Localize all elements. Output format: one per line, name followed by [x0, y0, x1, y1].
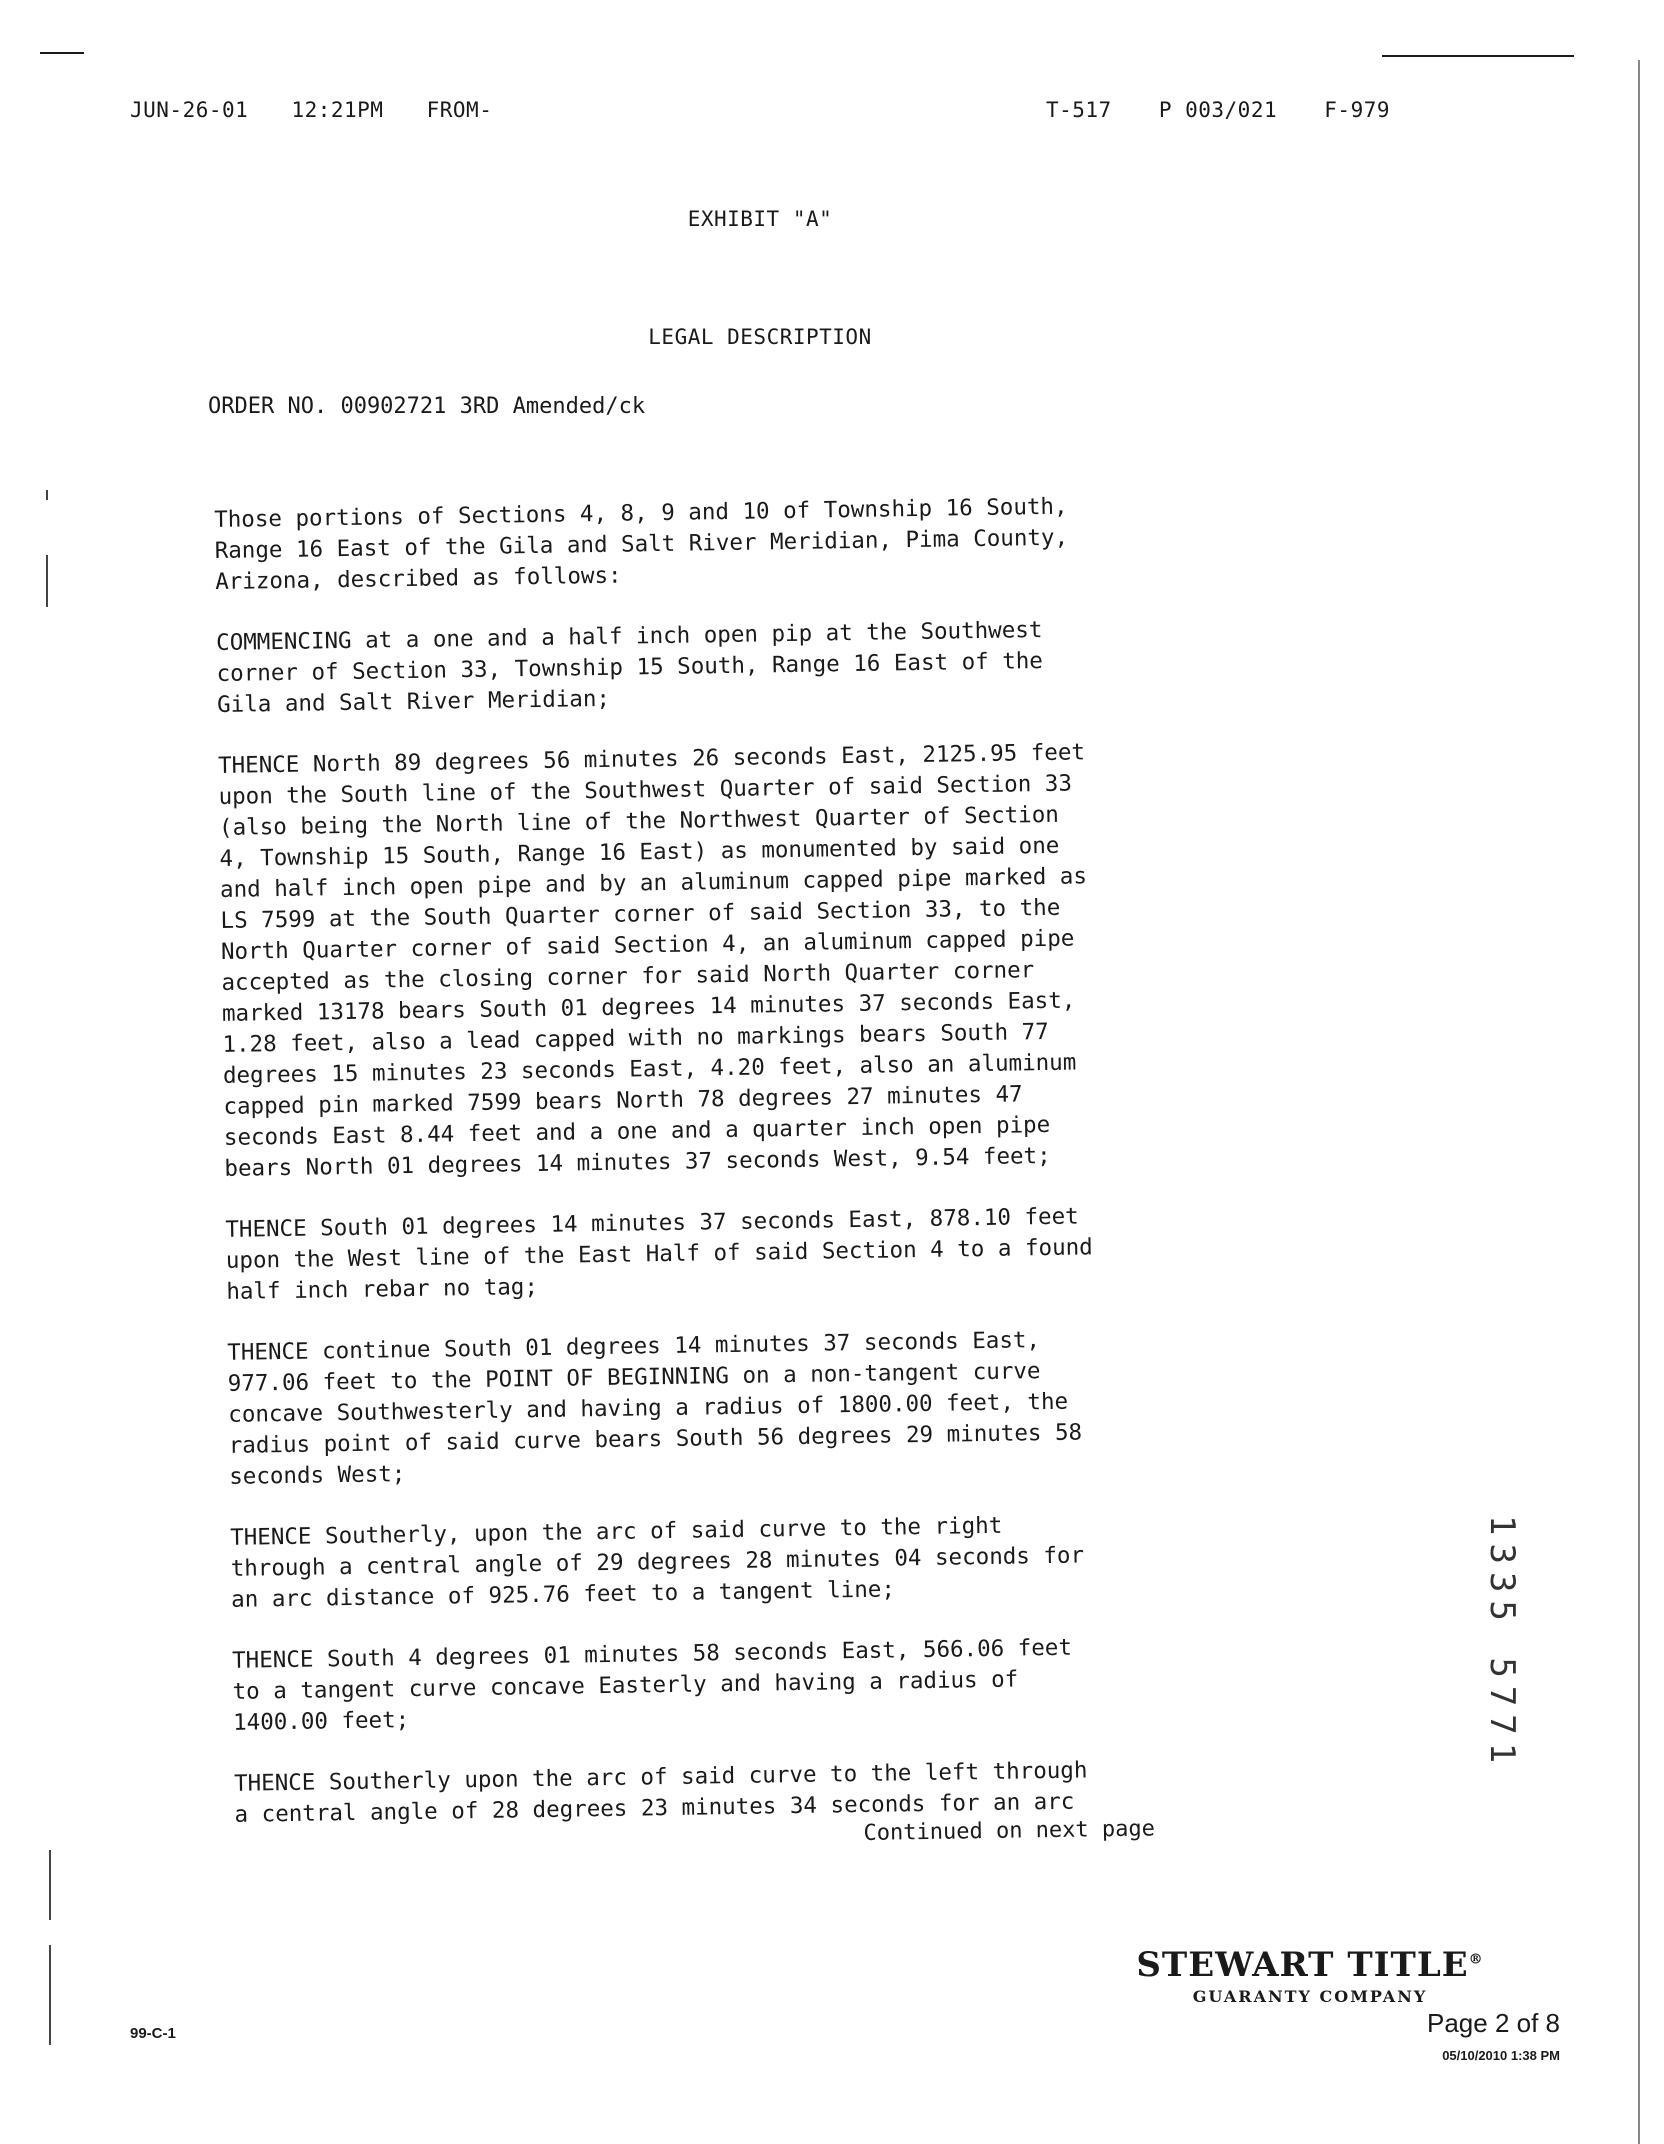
scan-mark-left-4: [46, 490, 48, 500]
fax-from: FROM-: [426, 98, 493, 122]
fax-page: P 003/021: [1158, 98, 1278, 122]
form-code: 99-C-1: [130, 2025, 176, 2042]
registered-mark: ®: [1468, 1951, 1484, 1968]
stewart-title-logo: [1110, 1945, 1510, 2006]
paragraph-course: THENCE South 01 degrees 14 minutes 37 seconds East, 878.10 feet upon the West line of the East Half of said Section 4 to a found half inch rebar no tag;: [225, 1203, 1093, 1305]
paragraph-course: THENCE Southerly upon the arc of said curve to the left through a central angle of 28 degrees 23 minutes 34 seconds for an arc: [233, 1757, 1088, 1828]
fax-form-id: F-979: [1324, 98, 1390, 122]
legal-description-body: [214, 490, 1195, 1846]
paragraph-course: THENCE North 89 degrees 56 minutes 26 seconds East, 2125.95 feet upon the South line of the Southwest Quarter of said Section 33 (also being the North line of the Northwest Quarter of Section 4, Township 15 South, Range 16 East) as monumented by said one and half inch open pipe and by an aluminum capped pipe marked as LS 7599 at the South Quarter corner of said Section 33, to the North Quarter corner of said Section 4, an aluminum capped pipe accepted as the closing corner for said North Quarter corner marked 13178 bears South 01 degrees 14 minutes 37 seconds East, 1.28 feet, also a lead capped with no markings bears South 77 degrees 15 minutes 23 seconds East, 4.20 feet, also an aluminum capped pin marked 7599 bears North 78 degrees 27 minutes 47 seconds East 8.44 feet and a one and a quarter inch open pipe bears North 01 degrees 14 minutes 37 seconds West, 9.54 feet;: [217, 739, 1088, 1182]
order-number: ORDER NO. 00902721 3RD Amended/ck: [208, 394, 646, 419]
fax-time: 12:21PM: [291, 98, 384, 122]
scan-mark-top-right: [1382, 55, 1574, 57]
paragraph-intro: Those portions of Sections 4, 8, 9 and 10 of Township 16 South, Range 16 East of the Gila and Salt River Meridian, Pima County, Arizona, described as follows:: [214, 493, 1069, 595]
logo-subtitle: GUARANTY COMPANY: [1192, 1987, 1428, 2006]
paragraph-commencing: COMMENCING at a one and a half inch open pip at the Southwest corner of Section 33, Township 15 South, Range 16 East of the Gila and Salt River Meridian;: [215, 617, 1044, 718]
scan-mark-left-2: [49, 1850, 51, 1920]
exhibit-title: EXHIBIT "A": [687, 207, 833, 231]
logo-name: STEWART TITLE®: [1136, 1945, 1484, 1985]
print-timestamp: 05/10/2010 1:38 PM: [1442, 2048, 1560, 2063]
page-number: Page 2 of 8: [1427, 2008, 1560, 2038]
section-title: LEGAL DESCRIPTION: [648, 325, 872, 349]
fax-tx-id: T-517: [1045, 98, 1112, 122]
paragraph-course: THENCE continue South 01 degrees 14 minutes 37 seconds East, 977.06 feet to the POINT OF BEGINNING on a non-tangent curve concave Southwesterly and having a radius of 1800.00 feet, the radius point of said curve bears South 56 degrees 29 minutes 58 seconds West;: [227, 1327, 1083, 1490]
scan-edge-right: [1638, 60, 1640, 2144]
fax-header: [130, 98, 1390, 128]
scan-mark-left-3: [49, 1945, 51, 2045]
continued-note: Continued on next page: [863, 1816, 1156, 1846]
paragraph-course: THENCE Southerly, upon the arc of said curve to the right through a central angle of 29 degrees 28 minutes 04 seconds for an arc distance of 925.76 feet to a tangent line;: [230, 1512, 1085, 1613]
scan-mark-left-1: [46, 555, 48, 607]
side-recording-stamp: 1335 5771: [1482, 1515, 1522, 1772]
scan-mark-top-left: [40, 52, 84, 54]
paragraph-course: THENCE South 4 degrees 01 minutes 58 seconds East, 566.06 feet to a tangent curve concave Easterly and having a radius of 1400.00 feet;: [231, 1634, 1073, 1736]
fax-date: JUN-26-01: [130, 98, 249, 122]
